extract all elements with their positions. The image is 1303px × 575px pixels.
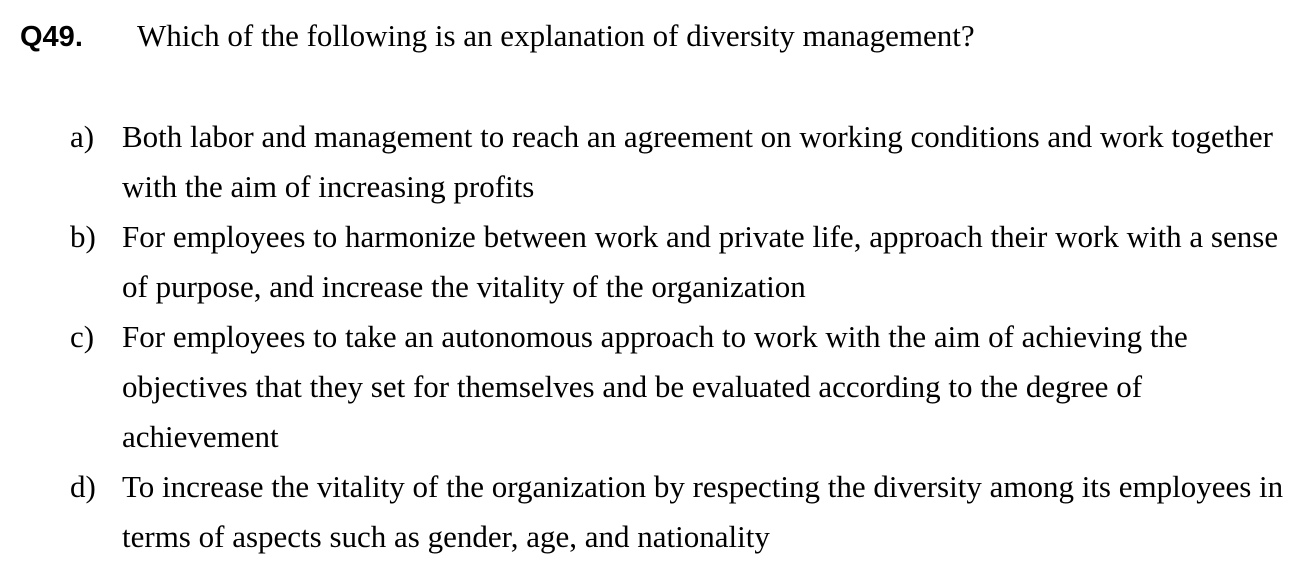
option-c-letter: c) (70, 319, 95, 354)
question-number: Q49. (20, 21, 83, 53)
option-a (70, 112, 1295, 212)
answer-options-list (70, 112, 1295, 562)
question-text: Which of the following is an explanation of diversity management? (137, 18, 975, 53)
option-d (70, 462, 1295, 562)
option-c-text: For employees to take an autonomous approach to work with the aim of achieving the objectives that they set for themselves and be evaluated according to the degree of achievement (122, 319, 1188, 454)
option-d-text: To increase the vitality of the organization by respecting the diversity among its employees in terms of aspects such as gender, age, and nationality (122, 469, 1284, 554)
option-d-letter: d) (70, 469, 96, 504)
option-a-letter: a) (70, 119, 95, 154)
option-a-text: Both labor and management to reach an agreement on working conditions and work together with the aim of increasing profits (122, 119, 1273, 204)
option-b (70, 212, 1295, 312)
option-c (70, 312, 1295, 462)
option-b-text: For employees to harmonize between work and private life, approach their work with a sense of purpose, and increase the vitality of the organization (122, 219, 1279, 304)
option-b-letter: b) (70, 219, 96, 254)
